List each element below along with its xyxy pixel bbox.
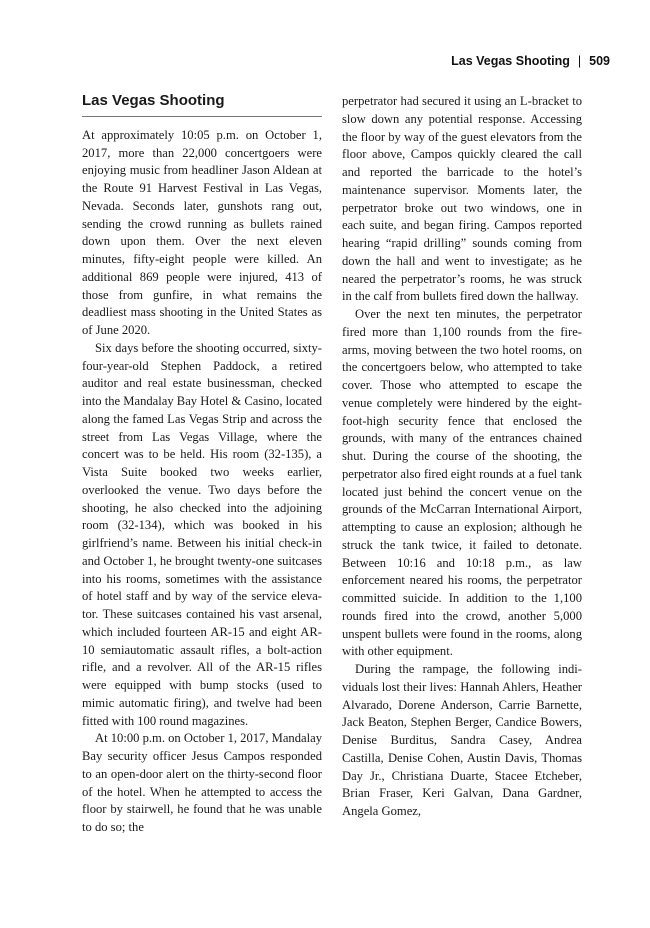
paragraph: Over the next ten minutes, the perpetrator fired more than 1,100 rounds from the firearms, moving between the two hotel rooms, on the concertgoers below, who attempted to take cover. Those who attempted to escape the venue completely were hindered by the eight-foot-high security fence that enclosed the grounds, with many of the entrances chained shut. During the course of the shooting, the perpetrator also fired eight rounds at a fuel tank located just behind the concert venue on the grounds of the McCarran International Airport, attempting to cause an explosion; although he struck the tank twice, it failed to detonate. Between 10:16 and 10:18 p.m., as law enforcement neared his rooms, the perpetrator committed suicide. In addition to the 1,100 rounds fired into the crowd, another 5,000 unspent bullets were found in the rooms, along with other equipment. xyxy=(342,307,582,659)
paragraph: During the rampage, the following individuals lost their lives: Hannah Ahlers, Heather Alvarado, Dorene Anderson, Carrie Barnette, Jack Beaton, Stephen Berger, Candice Bowers, Denise Burditus, Sandra Casey, Andrea Castilla, Denise Cohen, Austin Davis, Thomas Day Jr., Christiana Duarte, Stacee Etcheber, Brian Fraser, Keri Galvan, Dana Gardner, Angela Gomez, xyxy=(342,662,582,818)
paragraph: Six days before the shooting occurred, sixty-four-year-old Stephen Paddock, a retired auditor and real estate businessman, checked into the Mandalay Bay Hotel & Casino, located along the famed Las Vegas Strip and across the street from Las Vegas Village, where the concert was to be held. His room (32-135), a Vista Suite booked two weeks earlier, overlooked the venue. Two days before the shooting, he also checked into the adjoining room (32-134), which was booked in his girlfriend’s name. Between his initial check-in and October 1, he brought twenty-one suitcases into his rooms, sometimes with the assistance of hotel staff and by way of the service elevator. These suitcases contained his vast arsenal, which included fourteen AR-15 and eight AR-10 semiautomatic assault rifles, a bolt-action rifle, and a revolver. All of the AR-15 rifles were equipped with bump stocks (used to mimic automatic firing), and twelve had been fitted with 100 round magazines. xyxy=(82,340,322,728)
running-title: Las Vegas Shooting xyxy=(451,54,570,68)
title-spacer xyxy=(82,117,322,127)
right-column xyxy=(342,93,582,821)
article-title: Las Vegas Shooting xyxy=(82,92,322,117)
page-number: 509 xyxy=(589,54,610,68)
header-separator: | xyxy=(577,54,582,68)
running-head xyxy=(451,54,610,68)
paragraph: At approximately 10:05 p.m. on October 1, 2017, more than 22,000 concertgoers were enjoying music from headliner Jason Aldean at the Route 91 Harvest Festival in Las Vegas, Nevada. Seconds later, gunshots rang out, sending the crowd running as bullets rained down upon them. Over the next eleven minutes, fifty-eight people were killed. An additional 869 people were injured, 413 of those from gunfire, in what remains the deadliest mass shooting in the United States as of June 2020. xyxy=(82,127,322,337)
left-column xyxy=(82,92,322,837)
paragraph: perpetrator had secured it using an L-bracket to slow down any potential response. Accessing the floor by way of the guest elevators from the floor above, Campos quickly cleared the call and reported the barricade to the hotel’s maintenance supervisor. Moments later, the perpetrator broke out two windows, one in each suite, and began firing. Campos reported hearing “rapid drilling” sounds coming from down the hall and went to investigate; as he neared the perpetrator’s rooms, he was struck in the calf from bullets fired down the hallway. xyxy=(342,94,582,304)
paragraph: At 10:00 p.m. on October 1, 2017, Mandalay Bay security officer Jesus Campos responded to an open-door alert on the thirty-second floor of the hotel. When he attempted to access the floor by stairwell, he found that he was unable to do so; the xyxy=(82,731,323,834)
